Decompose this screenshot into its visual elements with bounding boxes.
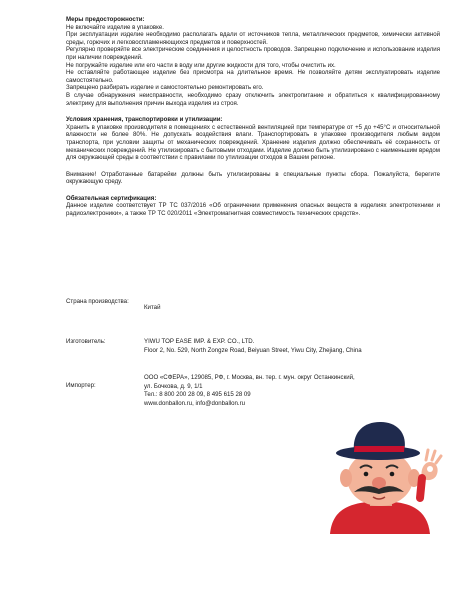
precaution-line: Регулярно проверяйте все электрические соединения и целостность проводов. Запрещено подключение и использование изделия при наличии повреждений. (66, 46, 440, 61)
importer-line: www.donballon.ru, info@donballon.ru (144, 399, 246, 407)
spacer (66, 323, 446, 338)
product-info-table (66, 298, 446, 414)
importer-value (144, 374, 444, 408)
precaution-line: В случае обнаружения неисправности, необходимо сразу отключить электропитание и обратиться к квалифицированному электрику для выполнения причин выхода изделия из строя. (66, 91, 440, 107)
manufacturer-line: Floor 2, No. 529, North Zongze Road, Beiyuan Street, Yiwu City, Zhejiang, China (144, 346, 362, 354)
importer-line: ул. Бочкова, д. 9, 1/1 (144, 382, 203, 390)
certification-text: Данное изделие соответствует ТР ТС 037/2016 «Об ограничении применения опасных веществ в изделиях электротехники и радиоэлектроники», а также ТР ТС 020/2011 «Электромагнитная совместимость технических средств». (66, 202, 440, 218)
spacer (66, 107, 440, 116)
instruction-text-block (66, 16, 440, 218)
spacer (66, 186, 440, 195)
precaution-line: Запрещено разбирать изделие и самостоятельно ремонтировать его. (66, 84, 264, 92)
spacer (66, 162, 440, 171)
manufacturer-row (66, 338, 446, 360)
precaution-line: Не оставляйте работающее изделие без присмотра на длительное время. Не позволяйте детям эксплуатировать изделие самостоятельно. (66, 69, 440, 84)
precautions-heading: Меры предосторожности: (66, 16, 145, 23)
storage-heading: Условия хранения, транспортировки и утилизации: (66, 116, 223, 124)
manufacturer-label: Изготовитель: (66, 338, 106, 345)
importer-line: ООО «СФЕРА», 129085, РФ, г. Москва, вн. тер. г. мун. округ Останкинский, (144, 374, 355, 381)
country-value: Китай (144, 304, 161, 311)
importer-label: Импортер: (66, 382, 96, 389)
precaution-line: Не включайте изделие в упаковке. (66, 23, 164, 31)
precaution-line: При эксплуатации изделие необходимо располагать вдали от источников тепла, металлических предметов, химически активной среды, горючих и легковоспламеняющихся предметов и поверхностей. (66, 31, 440, 46)
don-ballon-mascot-icon (316, 416, 446, 534)
manufacturer-line: YIWU TOP EASE IMP. & EXP. CO., LTD. (144, 338, 255, 345)
spacer (66, 360, 446, 374)
certification-heading: Обязательная сертификация: (66, 194, 157, 202)
precaution-line: Не погружайте изделие или его части в воду или другие жидкости для того, чтобы очистить их. (66, 61, 336, 69)
batteries-warning: Внимание! Отработанные батарейки должны быть утилизированы в специальные пункты сбора. Пожалуйста, берегите окружающую среду. (66, 170, 440, 186)
importer-row (66, 374, 446, 414)
importer-line: Тел.: 8 800 200 28 09, 8 495 615 28 09 (144, 391, 251, 399)
country-label: Страна производства: (66, 298, 129, 305)
country-row (66, 298, 446, 323)
storage-text: Хранить в упаковке производителя в помещениях с естественной вентиляцией при температуре от +5 до +45°С и относительной влажности не более 80%. Не допускать воздействия влаги. Транспортировать в упаковке производителя любым видом транспорта, при условии защиты от механических повреждений. Хранение изделия должно обеспечивать её сохранность от механических повреждений. Не утилизировать с бытовыми отходами. Изделие должно быть утилизировано с наименьшим вредом для окружающей среды в соответствии с правилами по утилизации отходов в Вашем регионе. (66, 123, 440, 162)
manufacturer-value (144, 338, 444, 355)
